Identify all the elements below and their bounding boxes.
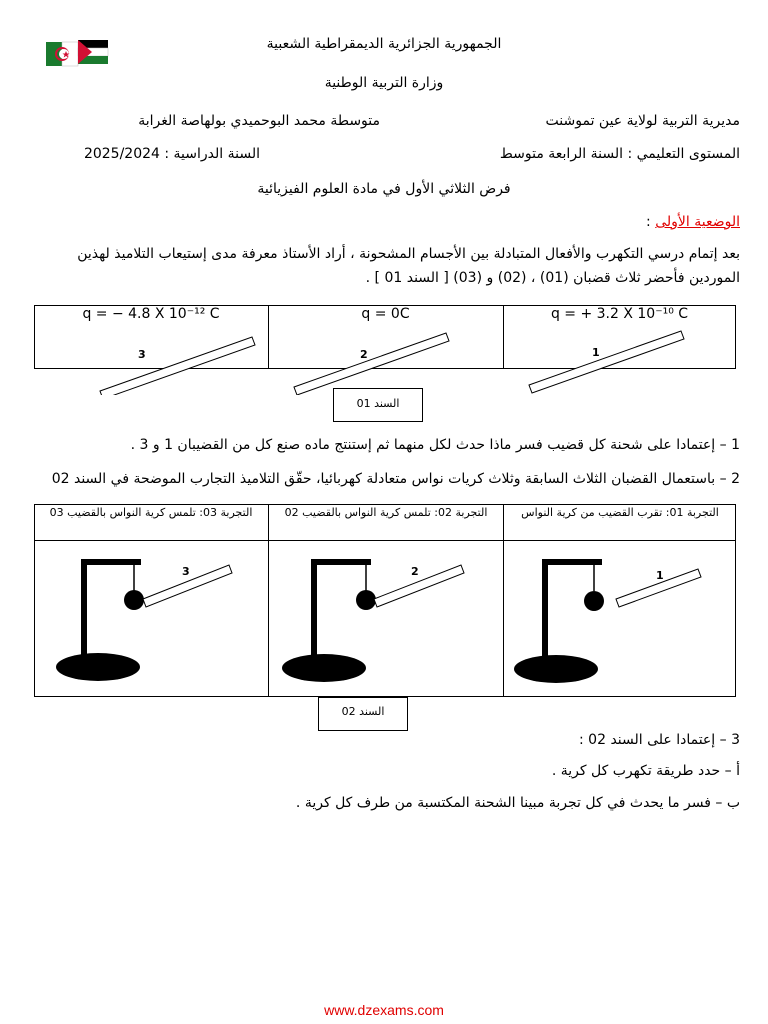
republic-title: الجمهورية الجزائرية الديمقراطية الشعبية	[266, 36, 502, 52]
level-label: المستوى التعليمي : السنة الرابعة متوسط	[499, 146, 740, 162]
situation-heading-colon: :	[646, 214, 651, 230]
doc2-rod-label-3: 3	[182, 565, 190, 578]
situation-heading-text: الوضعية الأولى	[655, 214, 740, 230]
exam-title: فرض الثلاثي الأول في مادة العلوم الفيزيائية	[257, 181, 511, 197]
question-3: 3 – إعتمادا على السند 02 :	[579, 732, 740, 748]
flags-icon	[44, 38, 110, 70]
situation-line-2: الموردين فأحضر ثلاث قضبان (01) ، (02) و (03) [ السند 01 ] .	[365, 270, 740, 286]
doc2-rod-2	[374, 565, 464, 607]
ministry-title: وزارة التربية الوطنية	[324, 75, 444, 91]
directorate-label: مديرية التربية لولاية عين تموشنت	[545, 113, 740, 129]
doc1-rod-label-1: 1	[592, 346, 600, 359]
doc1-charge-3: q = − 4.8 X 10⁻¹² C	[82, 306, 220, 322]
question-1: 1 – إعتمادا على شحنة كل قضيب فسر ماذا حدث لكل منهما ثم إستنتج ماده صنع كل من القضيبان 1 و 3 .	[130, 437, 740, 453]
doc1-rod-label-2: 2	[360, 348, 368, 361]
pendulum-3	[56, 559, 144, 681]
school-year-label: السنة الدراسية : 2025/2024	[83, 146, 260, 162]
pendulum-2	[282, 559, 376, 682]
situation-line-1: بعد إتمام درسي التكهرب والأفعال المتبادلة بين الأجسام المشحونة ، أراد الأستاذ معرفة مدى إستيعاب التلاميذ لهذين	[77, 246, 740, 262]
doc1-charge-2: q = 0C	[361, 306, 410, 322]
doc2-rod-label-1: 1	[656, 569, 664, 582]
doc1-caption: السند 01	[333, 388, 423, 422]
doc1-rod-label-3: 3	[138, 348, 146, 361]
doc1-rod-1	[529, 331, 684, 393]
doc1-rod-2	[294, 333, 449, 395]
doc2-rod-label-2: 2	[411, 565, 419, 578]
question-2: 2 – باستعمال القضبان الثلاث السابقة وثلاث كريات نواس متعادلة كهربائيا، حقّق التلاميذ التجارب الموضحة في السند 02	[51, 471, 740, 487]
doc1-rod-3	[100, 337, 255, 395]
doc2-experiment-3: التجربة 03: تلمس كرية النواس بالقضيب 03	[49, 506, 253, 519]
question-3b: ب – فسر ما يحدث في كل تجربة مبينا الشحنة المكتسبة من طرف كل كرية .	[295, 795, 740, 811]
doc1-rods	[34, 325, 736, 395]
doc1-charge-1: q = + 3.2 X 10⁻¹⁰ C	[550, 306, 689, 322]
school-label: متوسطة محمد البوحميدي بولهاصة الغرابة	[138, 113, 380, 129]
doc2-experiment-2: التجربة 02: تلمس كرية النواس بالقضيب 02	[284, 506, 488, 519]
doc2-caption: السند 02	[318, 697, 408, 731]
question-3a: أ – حدد طريقة تكهرب كل كرية .	[551, 763, 740, 779]
pendulum-1	[514, 559, 604, 683]
doc2-pendulums	[34, 541, 736, 697]
situation-heading	[540, 214, 740, 230]
footer-url[interactable]: www.dzexams.com	[324, 1002, 444, 1018]
doc2-experiment-1: التجربة 01: تقرب القضيب من كرية النواس	[521, 506, 719, 519]
